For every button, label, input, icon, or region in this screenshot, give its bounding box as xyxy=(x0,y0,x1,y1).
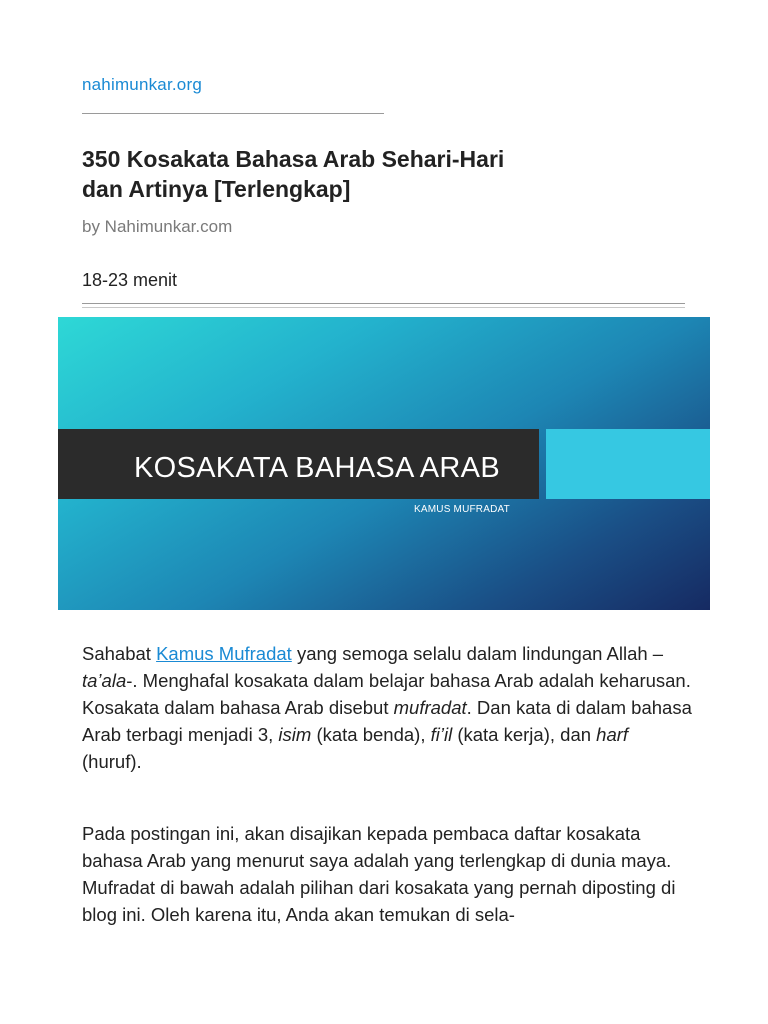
article-byline: by Nahimunkar.com xyxy=(82,217,233,236)
p1-italic-mufradat: mufradat xyxy=(393,697,467,718)
p1-italic-harf: harf xyxy=(596,724,629,745)
p1-text: -. Menghafal kosakata dalam belajar bahasa Arab adalah keharusan. Kosakata dalam bahasa Arab disebut xyxy=(82,670,691,718)
header-divider xyxy=(82,303,685,308)
article-banner-image xyxy=(58,317,710,610)
site-link[interactable]: nahimunkar.org xyxy=(82,75,202,94)
p1-italic-fiil: fi’il xyxy=(430,724,453,745)
site-divider xyxy=(82,113,384,114)
p1-text: (kata kerja), dan xyxy=(452,724,597,745)
p1-text: (kata benda), xyxy=(311,724,431,745)
banner-accent-block xyxy=(546,429,710,499)
p1-italic-isim: isim xyxy=(278,724,312,745)
banner-subtitle: KAMUS MUFRADAT xyxy=(414,504,510,515)
title-line-1: 350 Kosakata Bahasa Arab Sehari-Hari xyxy=(82,146,505,172)
p1-italic-taala: ta’ala xyxy=(82,670,127,691)
body-paragraph-2: Pada postingan ini, akan disajikan kepada pembaca daftar kosakata bahasa Arab yang menurut saya adalah yang terlengkap di dunia maya. Mufradat di bawah adalah pilihan dari kosakata yang pernah diposting di blog ini. Oleh karena itu, Anda akan temukan di sela- xyxy=(82,823,676,925)
article-title xyxy=(82,144,682,204)
title-line-2: dan Artinya [Terlengkap] xyxy=(82,176,351,202)
p1-text: . Dan kata di dalam bahasa Arab terbagi menjadi 3, xyxy=(82,697,692,745)
p1-text: Sahabat xyxy=(82,643,157,664)
body-paragraph-1 xyxy=(82,640,692,775)
p1-text: (huruf). xyxy=(82,751,142,772)
kamus-mufradat-link[interactable]: Kamus Mufradat xyxy=(156,643,292,664)
p1-text: yang semoga selalu dalam lindungan Allah – xyxy=(291,643,664,664)
banner-title: KOSAKATA BAHASA ARAB xyxy=(134,452,500,484)
read-time: 18-23 menit xyxy=(82,270,178,290)
